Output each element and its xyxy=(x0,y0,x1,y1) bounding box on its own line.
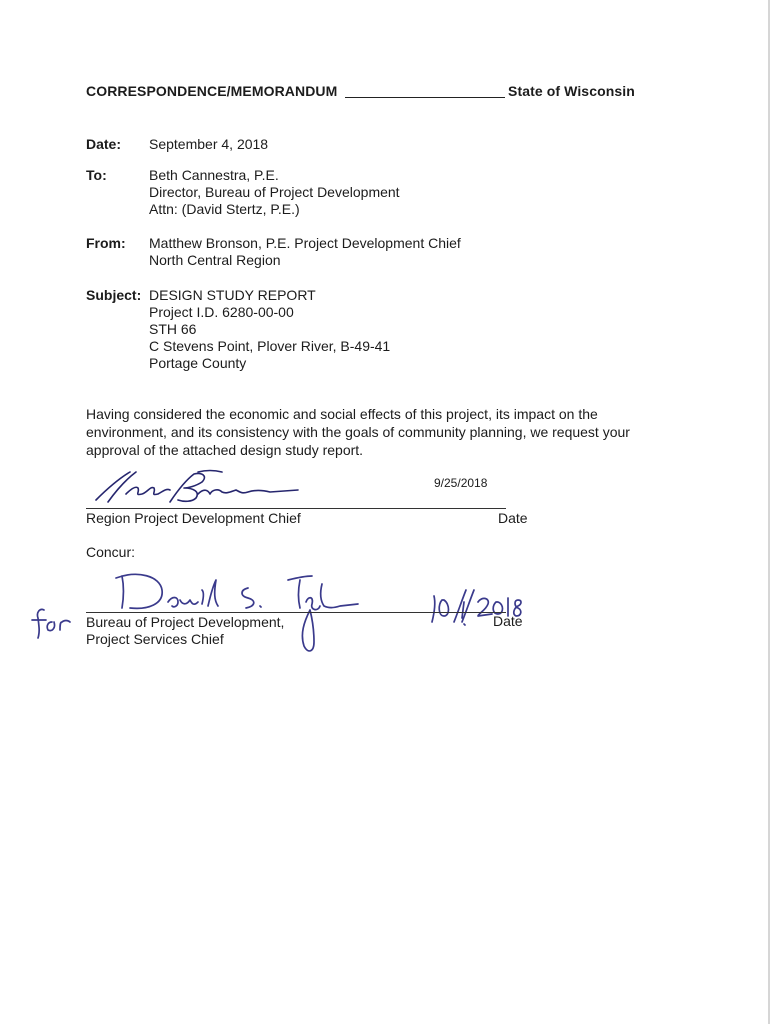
from-block xyxy=(149,235,461,269)
subject-block xyxy=(149,287,390,372)
subject-line: Project I.D. 6280-00-00 xyxy=(149,304,294,320)
to-line: Director, Bureau of Project Development xyxy=(149,184,400,200)
memo-header-title: CORRESPONDENCE/MEMORANDUM xyxy=(86,83,338,99)
bureau-signer-title-line2: Project Services Chief xyxy=(86,631,224,647)
header-rule xyxy=(345,97,505,98)
subject-line: STH 66 xyxy=(149,321,197,337)
subject-line: DESIGN STUDY REPORT xyxy=(149,287,316,303)
region-date-label: Date xyxy=(498,510,528,526)
subject-line: C Stevens Point, Plover River, B-49-41 xyxy=(149,338,391,354)
region-signature-line xyxy=(86,508,506,509)
date-label: Date: xyxy=(86,136,122,152)
from-line: North Central Region xyxy=(149,252,281,268)
region-signature xyxy=(90,466,310,510)
subject-label: Subject: xyxy=(86,287,142,303)
region-signature-date: 9/25/2018 xyxy=(434,476,488,490)
body-paragraph: Having considered the economic and social effects of this project, its impact on the environment, and its consistency with the goals of community planning, we request your approval of the attached design study report. xyxy=(86,406,630,458)
to-block xyxy=(149,167,400,218)
region-signer-title: Region Project Development Chief xyxy=(86,510,301,526)
bureau-signature-line xyxy=(86,612,506,613)
date-value: September 4, 2018 xyxy=(149,136,269,152)
bureau-date-label: Date xyxy=(493,613,523,629)
to-label: To: xyxy=(86,167,107,183)
to-line: Attn: (David Stertz, P.E.) xyxy=(149,201,300,217)
from-label: From: xyxy=(86,235,126,251)
from-line: Matthew Bronson, P.E. Project Development Chief xyxy=(149,235,461,251)
subject-line: Portage County xyxy=(149,355,247,371)
to-line: Beth Cannestra, P.E. xyxy=(149,167,279,183)
memo-header-agency: State of Wisconsin xyxy=(508,83,635,99)
concur-label: Concur: xyxy=(86,544,136,560)
bureau-signer-title-line1: Bureau of Project Development, xyxy=(86,614,285,630)
handwritten-for xyxy=(30,602,90,642)
